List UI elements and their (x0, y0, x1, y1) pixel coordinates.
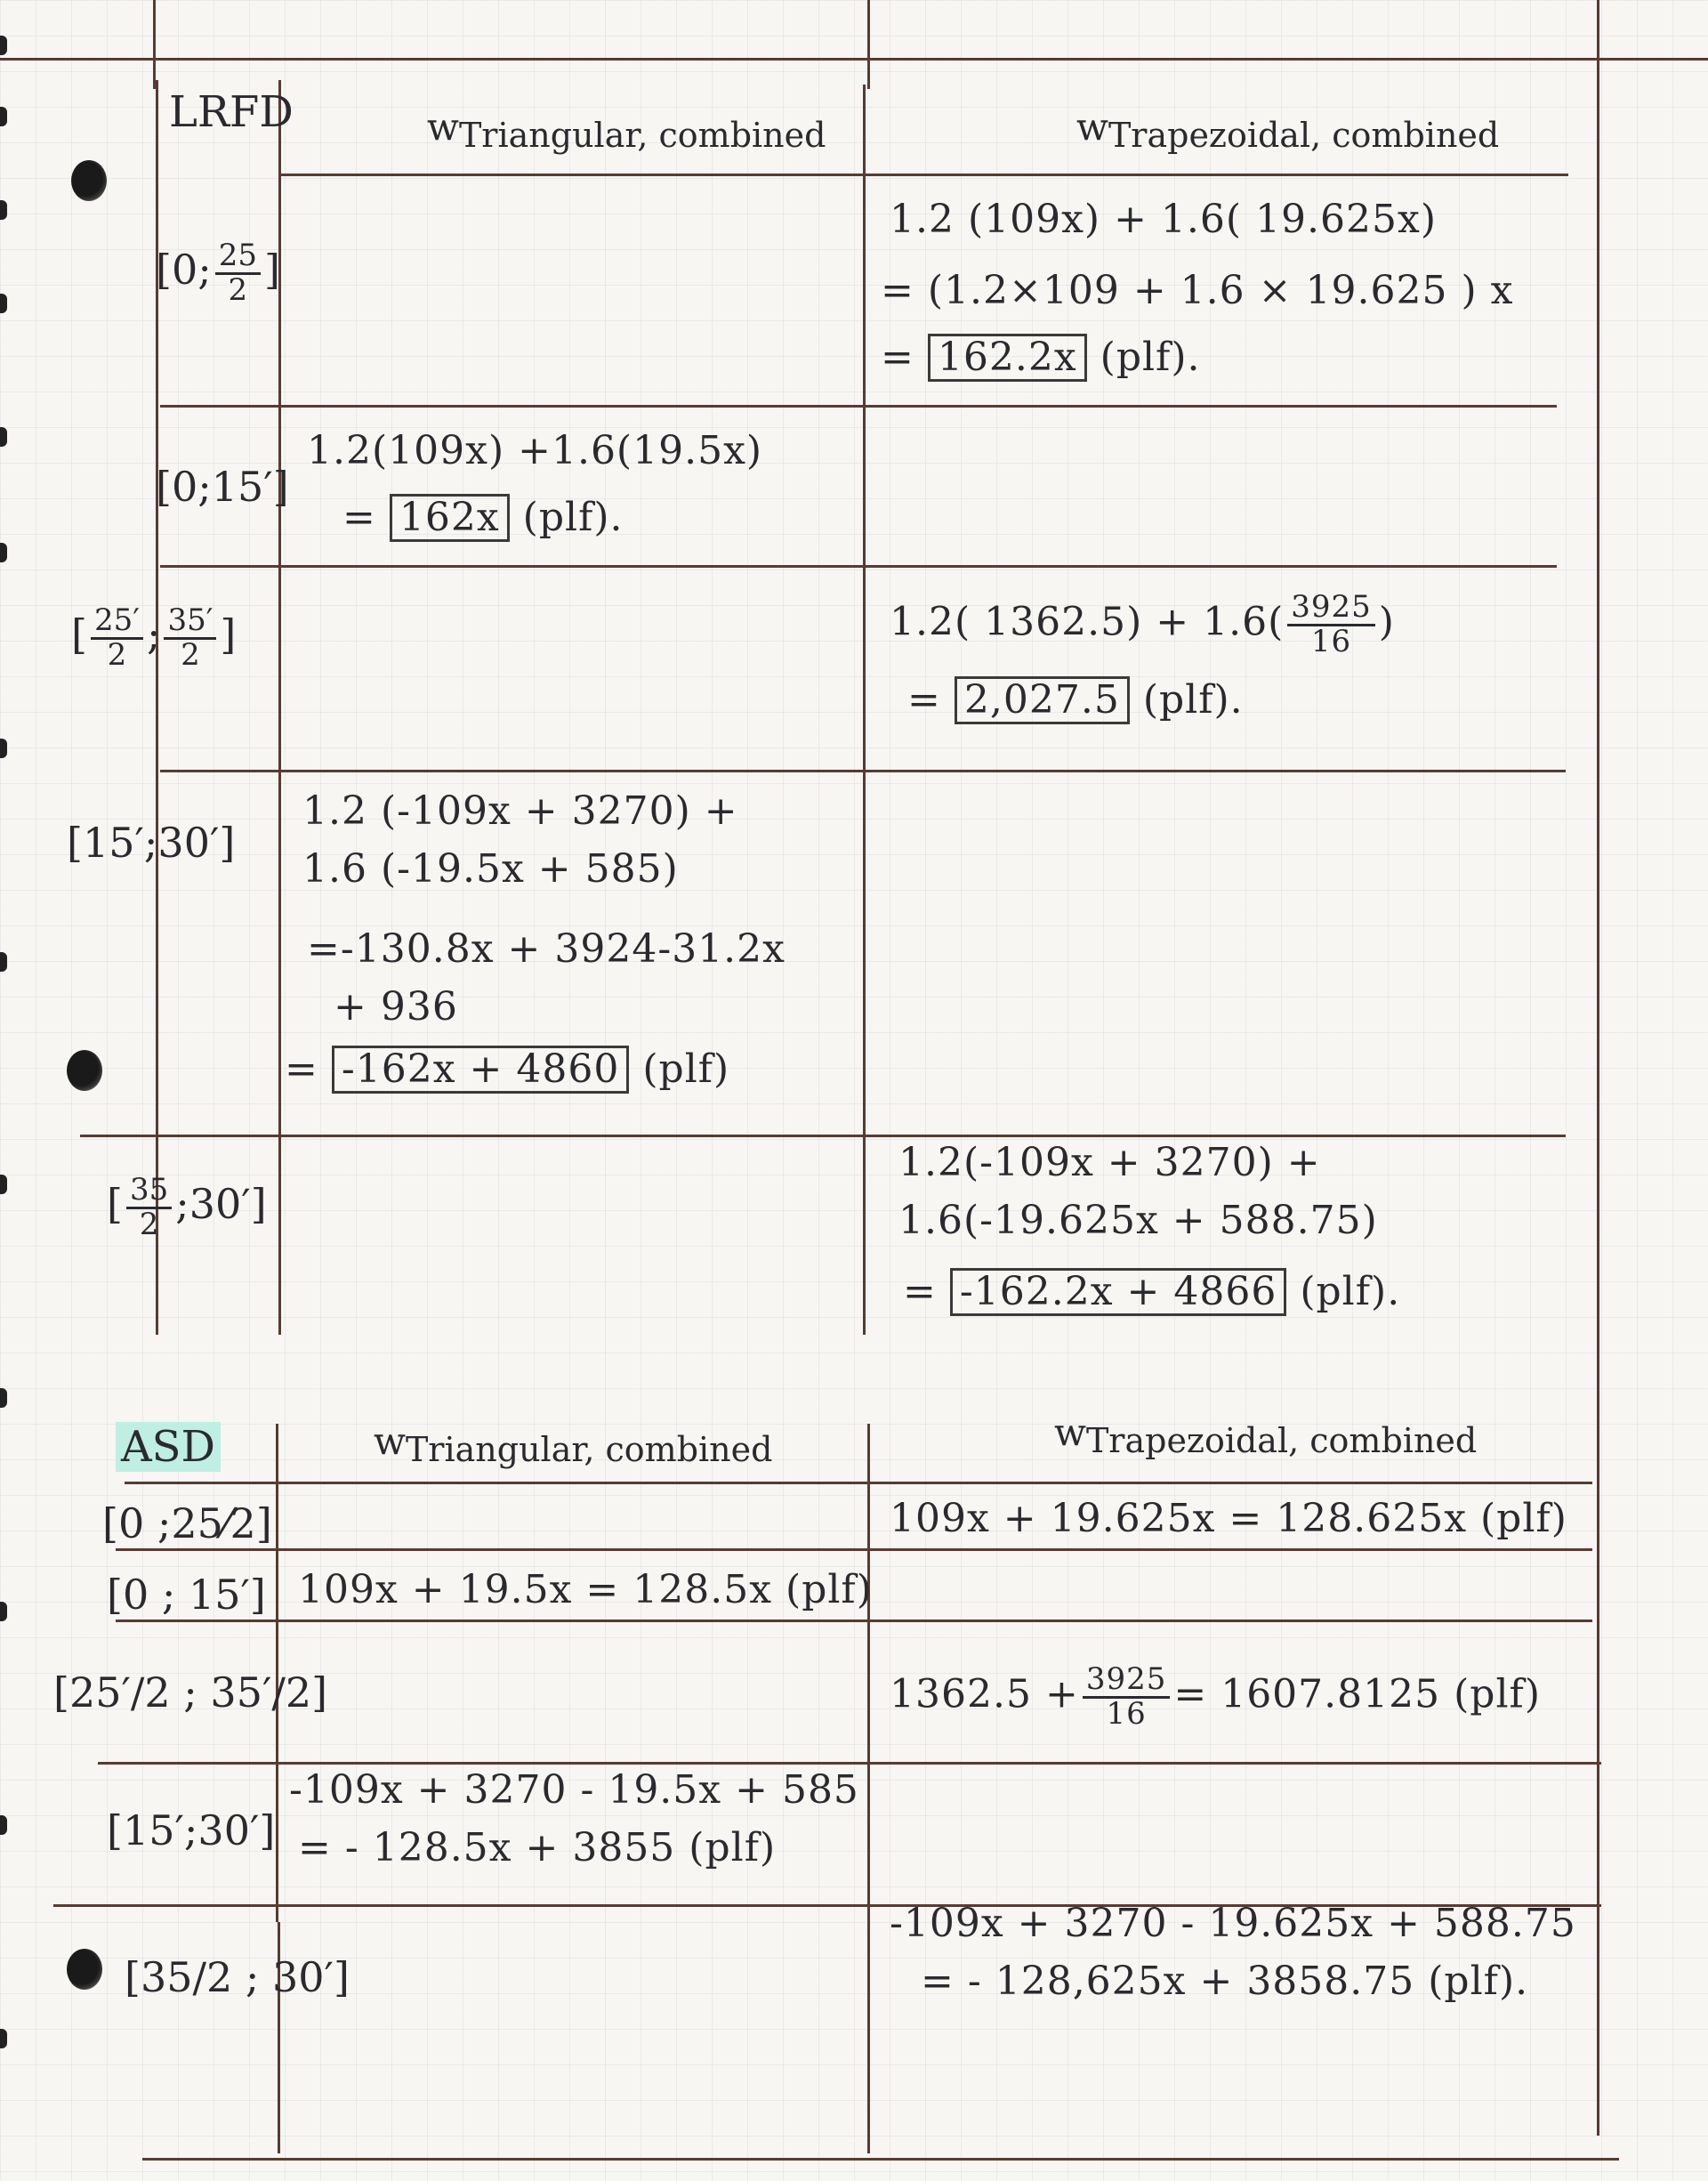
binder-mark (0, 200, 7, 220)
asd-row-line (116, 1548, 1592, 1551)
asd-row-1-trapezoidal: 109x + 19.625x = 128.625x (plf) (890, 1496, 1567, 1541)
frame-line (153, 0, 156, 89)
binder-mark (0, 952, 7, 972)
lrfd-header-trapezoidal: $w_{Trapezoidal, combined}$ (1076, 105, 1500, 155)
lrfd-row-line (160, 405, 1557, 408)
lrfd-row-4-triangular-result: = -162x + 4860 (plf) (285, 1046, 730, 1092)
binder-mark (0, 36, 7, 55)
lrfd-row-1-label: [0; $\frac{25}{2}$ ] (156, 238, 280, 308)
lrfd-row-3-boxed-result: 2,027.5 (955, 676, 1130, 724)
lrfd-row-5-label: [ $\frac{35}{2}$ ;30′] (107, 1172, 267, 1242)
lrfd-row-4-triangular-line-2: 1.6 (-19.5x + 585) (302, 846, 679, 892)
frame-line (867, 0, 870, 89)
asd-row-4-triangular-line-2: = - 128.5x + 3855 (plf) (298, 1825, 777, 1870)
lrfd-row-4-boxed-result: -162x + 4860 (332, 1046, 629, 1094)
lrfd-title: LRFD (169, 87, 294, 137)
lrfd-row-5-boxed-result: -162.2x + 4866 (950, 1268, 1286, 1316)
binder-mark (0, 1815, 7, 1835)
page-top-line (0, 58, 1708, 61)
binder-mark (0, 1388, 7, 1408)
asd-row-1-label: [0 ;25⁄2] (102, 1499, 272, 1547)
lrfd-row-1-boxed-result: 162.2x (928, 334, 1087, 382)
binder-mark (0, 1602, 7, 1621)
binder-mark (0, 2029, 7, 2048)
binder-mark (0, 1175, 7, 1194)
lrfd-row-2-boxed-result: 162x (390, 494, 510, 542)
binder-mark (0, 294, 7, 313)
lrfd-row-4-triangular-line-1: 1.2 (-109x + 3270) + (302, 788, 738, 834)
asd-row-line (98, 1762, 1601, 1765)
asd-header-line (125, 1482, 1592, 1484)
punch-hole (67, 1949, 102, 1990)
asd-row-4-triangular-line-1: -109x + 3270 - 19.5x + 585 (289, 1767, 859, 1813)
asd-title: ASD (116, 1422, 221, 1472)
asd-row-2-triangular: 109x + 19.5x = 128.5x (plf) (298, 1567, 873, 1612)
lrfd-row-5-trapezoidal-line-2: 1.6(-19.625x + 588.75) (898, 1198, 1378, 1243)
asd-header-trapezoidal: $w_{Trapezoidal, combined}$ (1054, 1410, 1478, 1460)
lrfd-row-line (80, 1135, 1566, 1137)
lrfd-row-1-trapezoidal-result: = 162.2x (plf). (881, 335, 1201, 380)
lrfd-row-4-triangular-line-4: + 936 (334, 984, 458, 1030)
lrfd-row-5-trapezoidal-result: = -162.2x + 4866 (plf). (903, 1269, 1401, 1314)
punch-hole (71, 160, 107, 201)
punch-hole (67, 1050, 102, 1091)
binder-mark (0, 107, 7, 126)
page-bottom-line (142, 2158, 1619, 2161)
asd-row-2-label: [0 ; 15′] (107, 1571, 266, 1619)
asd-header-triangular: $w_{Triangular, combined}$ (374, 1419, 773, 1469)
asd-row-5-label: [35/2 ; 30′] (125, 1953, 350, 2001)
lrfd-row-3-trapezoidal-line-1: 1.2( 1362.5) + 1.6( $\frac{3925}{16}$ ) (890, 589, 1395, 659)
binder-mark (0, 739, 7, 758)
lrfd-row-2-label: [0;15′] (156, 463, 289, 511)
frame-line (1597, 0, 1599, 2136)
lrfd-column-divider (863, 85, 866, 1335)
lrfd-row-5-trapezoidal-line-1: 1.2(-109x + 3270) + (898, 1140, 1321, 1185)
lrfd-row-2-triangular-result: = 162x (plf). (342, 495, 624, 540)
lrfd-header-line (278, 174, 1568, 176)
asd-column-divider (867, 1424, 870, 2153)
lrfd-row-4-triangular-line-3: =-130.8x + 3924-31.2x (307, 926, 786, 972)
lrfd-row-line (160, 770, 1566, 772)
lrfd-row-line (160, 565, 1557, 568)
asd-row-4-label: [15′;30′] (107, 1806, 276, 1854)
asd-row-3-label: [25′/2 ; 35′/2] (53, 1668, 328, 1717)
binder-mark (0, 543, 7, 562)
lrfd-row-1-trapezoidal-line-2: = (1.2×109 + 1.6 × 19.625 ) x (881, 268, 1514, 313)
lrfd-row-1-trapezoidal-line-1: 1.2 (109x) + 1.6( 19.625x) (890, 197, 1437, 242)
asd-row-5-trapezoidal-line-2: = - 128,625x + 3858.75 (plf). (921, 1959, 1529, 2004)
lrfd-row-3-label: [ $\frac{25'}{2}$ ; $\frac{35'}{2}$ ] (71, 602, 237, 673)
asd-row-5-trapezoidal-line-1: -109x + 3270 - 19.625x + 588.75 (890, 1901, 1576, 1946)
binder-mark (0, 427, 7, 447)
asd-row-3-trapezoidal: 1362.5 + $\frac{3925}{16}$ = 1607.8125 (plf) (890, 1661, 1541, 1732)
lrfd-header-triangular: $w_{Triangular, combined}$ (427, 105, 826, 155)
lrfd-row-3-trapezoidal-result: = 2,027.5 (plf). (907, 677, 1244, 723)
lrfd-row-4-label: [15′;30′] (67, 819, 236, 867)
lrfd-row-2-triangular-line-1: 1.2(109x) +1.6(19.5x) (307, 428, 763, 473)
asd-row-line (116, 1620, 1592, 1622)
